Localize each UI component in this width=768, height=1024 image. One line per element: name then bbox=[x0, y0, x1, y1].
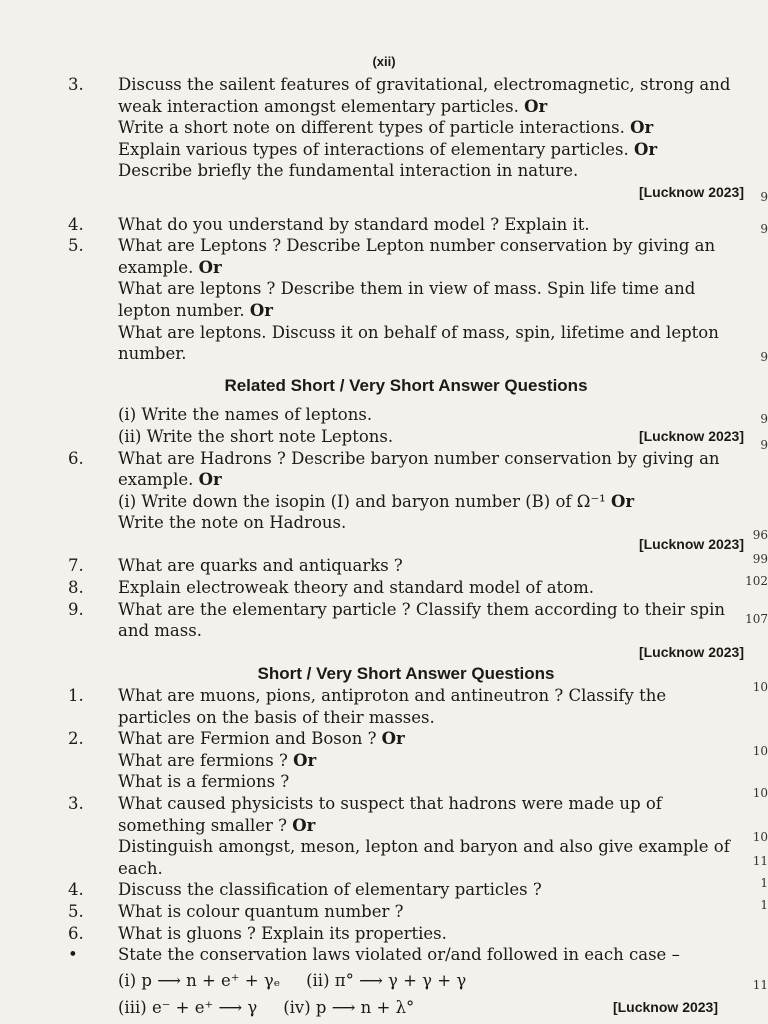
or-label: Or bbox=[630, 118, 654, 138]
equation-row-1 bbox=[118, 970, 744, 992]
question-line bbox=[118, 139, 744, 161]
related-text: (ii) Write the short note Leptons. bbox=[118, 426, 394, 446]
question-line bbox=[118, 214, 744, 236]
question-line bbox=[118, 836, 744, 879]
question-text: State the conservation laws violated or/and followed in each case – bbox=[118, 945, 680, 965]
question-line bbox=[118, 117, 744, 139]
source-tag: [Lucknow 2023] bbox=[638, 183, 744, 200]
question-text: What are quarks and antiquarks ? bbox=[118, 556, 403, 576]
question-text: What are Fermion and Boson ? bbox=[118, 729, 382, 749]
question-text: (i) Write down the isopin (I) and baryon number (B) of Ω⁻¹ bbox=[118, 491, 612, 511]
question-line bbox=[118, 555, 744, 577]
question-number: 2. bbox=[68, 729, 84, 749]
question-line bbox=[118, 771, 744, 793]
source-tag: [Lucknow 2023] bbox=[638, 427, 744, 444]
question-number: 3. bbox=[68, 75, 84, 94]
related-question-list bbox=[68, 404, 744, 447]
equation: (iv) p ⟶ n + λ° bbox=[283, 998, 415, 1018]
question-number: 4. bbox=[68, 214, 84, 234]
question-line bbox=[118, 160, 744, 182]
or-label: Or bbox=[198, 470, 222, 490]
edge-page-ref: 11 bbox=[752, 978, 768, 992]
question-text: What are leptons ? Describe them in view of mass. Spin life time and lepton number. bbox=[118, 279, 696, 320]
question-number: 6. bbox=[68, 923, 84, 943]
question-item bbox=[68, 555, 744, 577]
equation-source: [Lucknow 2023] bbox=[612, 999, 718, 1016]
question-item bbox=[68, 599, 744, 664]
related-text: (i) Write the names of leptons. bbox=[118, 405, 373, 425]
question-number: 6. bbox=[68, 448, 84, 468]
or-label: Or bbox=[611, 491, 635, 511]
question-line bbox=[118, 278, 744, 321]
question-line bbox=[118, 74, 744, 117]
equation: (ii) π° ⟶ γ + γ + γ bbox=[306, 970, 467, 990]
or-label: Or bbox=[198, 257, 222, 277]
question-item bbox=[68, 448, 744, 556]
edge-page-ref: 11 bbox=[752, 854, 768, 868]
equation-row-2 bbox=[118, 997, 744, 1019]
question-item bbox=[68, 901, 744, 923]
question-text: What are fermions ? bbox=[118, 750, 294, 770]
edge-page-ref: 96 bbox=[752, 528, 768, 542]
question-item bbox=[68, 793, 744, 879]
question-text: Discuss the classification of elementary particles ? bbox=[118, 880, 542, 900]
question-line bbox=[118, 235, 744, 278]
equation: (iii) e⁻ + e⁺ ⟶ γ bbox=[118, 998, 258, 1018]
question-text: Write the note on Hadrous. bbox=[118, 513, 347, 533]
question-line bbox=[118, 322, 744, 365]
question-number: 5. bbox=[68, 901, 84, 921]
or-label: Or bbox=[293, 750, 317, 770]
question-text: Write a short note on different types of particle interactions. bbox=[118, 118, 631, 138]
question-item bbox=[68, 685, 744, 728]
edge-page-ref: 9 bbox=[760, 222, 768, 236]
question-number: 7. bbox=[68, 556, 84, 576]
edge-page-ref: 1 bbox=[760, 876, 768, 890]
question-item bbox=[68, 728, 744, 793]
question-item bbox=[68, 944, 744, 966]
edge-page-ref: 10 bbox=[752, 786, 768, 800]
or-label: Or bbox=[524, 96, 548, 116]
source-tag: [Lucknow 2023] bbox=[638, 643, 744, 660]
question-text: What caused physicists to suspect that hadrons were made up of something smaller ? bbox=[118, 794, 662, 835]
question-text: Explain electroweak theory and standard model of atom. bbox=[118, 578, 594, 598]
question-line bbox=[118, 944, 744, 966]
question-text: What are Hadrons ? Describe baryon number conservation by giving an example. bbox=[118, 448, 720, 490]
short-question-list bbox=[68, 685, 744, 966]
question-line bbox=[118, 793, 744, 836]
equation-block bbox=[68, 970, 744, 1019]
question-list-main bbox=[68, 74, 744, 365]
question-list-hadrons bbox=[68, 448, 744, 664]
related-item bbox=[68, 404, 744, 426]
question-text: Distinguish amongst, meson, lepton and baryon and also give example of each. bbox=[118, 837, 730, 878]
equation: (i) p ⟶ n + e⁺ + γₑ bbox=[118, 970, 281, 990]
question-line bbox=[118, 599, 744, 642]
question-number: 5. bbox=[68, 236, 84, 256]
question-line bbox=[118, 448, 744, 491]
edge-page-ref: 99 bbox=[752, 552, 768, 566]
question-item bbox=[68, 214, 744, 236]
or-label: Or bbox=[249, 300, 273, 320]
or-label: Or bbox=[381, 729, 405, 749]
question-item bbox=[68, 235, 744, 365]
question-text: Explain various types of interactions of elementary particles. bbox=[118, 139, 634, 159]
question-line bbox=[118, 491, 744, 513]
question-line bbox=[118, 577, 744, 599]
question-text: Discuss the sailent features of gravitational, electromagnetic, strong and weak interaction amongst elementary particles. bbox=[118, 75, 731, 116]
question-text: What are leptons. Discuss it on behalf of mass, spin, lifetime and lepton number. bbox=[118, 322, 719, 364]
question-line bbox=[118, 728, 744, 750]
edge-page-ref: 9 bbox=[760, 350, 768, 364]
question-line bbox=[118, 901, 744, 923]
edge-page-ref: 102 bbox=[745, 574, 768, 588]
question-number: • bbox=[68, 945, 78, 965]
question-text: Describe briefly the fundamental interaction in nature. bbox=[118, 161, 579, 181]
question-line bbox=[118, 512, 744, 534]
question-line bbox=[118, 923, 744, 945]
question-text: What are the elementary particle ? Classify them according to their spin and mass. bbox=[118, 599, 726, 641]
question-line bbox=[118, 750, 744, 772]
or-label: Or bbox=[292, 815, 316, 835]
question-item bbox=[68, 74, 744, 204]
edge-page-ref: 10 bbox=[752, 680, 768, 694]
question-item bbox=[68, 879, 744, 901]
edge-page-ref: 10 bbox=[752, 744, 768, 758]
question-number: 1. bbox=[68, 686, 84, 706]
question-text: What are Leptons ? Describe Lepton number conservation by giving an example. bbox=[118, 236, 716, 277]
question-line bbox=[118, 685, 744, 728]
edge-page-ref: 9 bbox=[760, 438, 768, 452]
edge-page-ref: 10 bbox=[752, 830, 768, 844]
question-number: 4. bbox=[68, 880, 84, 900]
question-text: What are muons, pions, antiproton and antineutron ? Classify the particles on the basis of their masses. bbox=[118, 686, 667, 727]
question-text: What do you understand by standard model ? Explain it. bbox=[118, 214, 590, 234]
edge-page-ref: 9 bbox=[760, 190, 768, 204]
edge-page-ref: 1 bbox=[760, 898, 768, 912]
question-number: 9. bbox=[68, 599, 84, 619]
question-item bbox=[68, 923, 744, 945]
heading-short-questions: Short / Very Short Answer Questions bbox=[257, 664, 555, 684]
question-number: 8. bbox=[68, 578, 84, 598]
edge-page-ref: 107 bbox=[745, 612, 768, 626]
page-number: (xii) bbox=[372, 54, 396, 69]
document-body bbox=[68, 74, 744, 1019]
question-text: What is a fermions ? bbox=[118, 772, 290, 792]
question-text: What is gluons ? Explain its properties. bbox=[118, 923, 447, 943]
question-item bbox=[68, 577, 744, 599]
source-tag: [Lucknow 2023] bbox=[638, 535, 744, 552]
edge-page-ref: 9 bbox=[760, 412, 768, 426]
question-text: What is colour quantum number ? bbox=[118, 901, 404, 921]
or-label: Or bbox=[633, 139, 658, 159]
heading-related-questions: Related Short / Very Short Answer Questions bbox=[224, 375, 588, 395]
related-item bbox=[68, 426, 744, 448]
question-number: 3. bbox=[68, 794, 84, 813]
question-line bbox=[118, 879, 744, 901]
